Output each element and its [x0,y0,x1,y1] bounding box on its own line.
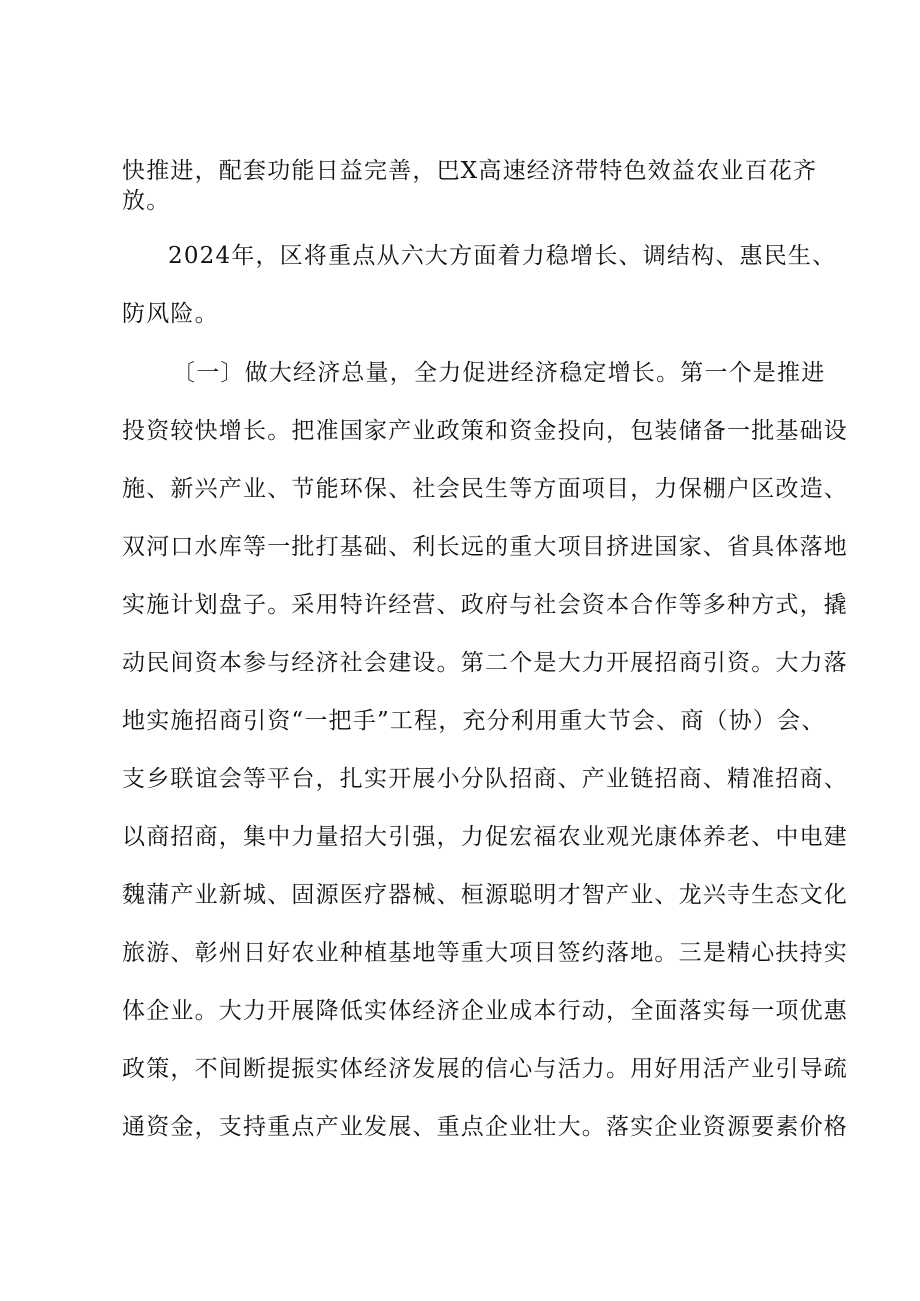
paragraph-3-line-9: 以商招商，集中力量招大引强，力促宏福农业观光康体养老、中电建 [122,824,848,850]
paragraph-3-line-2: 投资较快增长。把准国家产业政策和资金投向，包装储备一批基础设 [122,418,848,444]
paragraph-3-line-10: 魏蒲产业新城、固源医疗器械、桓源聪明才智产业、龙兴寺生态文化 [122,882,848,908]
paragraph-3-line-1: 〔一〕做大经济总量，全力促进经济稳定增长。第一个是推进 [172,360,826,386]
paragraph-1-line-2: 放。 [122,188,171,214]
paragraph-3-line-4: 双河口水库等一批打基础、利长远的重大项目挤进国家、省具体落地 [122,534,848,560]
paragraph-3-line-13: 政策，不间断提振实体经济发展的信心与活力。用好用活产业引导疏 [122,1056,848,1082]
paragraph-3-line-11: 旅游、彰州日好农业种植基地等重大项目签约落地。三是精心扶持实 [122,940,848,966]
paragraph-3-line-5: 实施计划盘子。采用特许经营、政府与社会资本合作等多种方式，撬 [122,592,848,618]
paragraph-3-line-8: 支乡联谊会等平台，扎实开展小分队招商、产业链招商、精准招商、 [122,766,848,792]
paragraph-2-line-2: 防风险。 [122,301,219,327]
paragraph-3-line-7: 地实施招商引资“一把手”工程，充分利用重大节会、商（协）会、 [122,708,826,734]
paragraph-3-line-3: 施、新兴产业、节能环保、社会民生等方面项目，力保棚户区改造、 [122,476,848,502]
paragraph-2-line-1: 2024年，区将重点从六大方面着力稳增长、调结构、惠民生、 [168,243,837,269]
paragraph-3-line-12: 体企业。大力开展降低实体经济企业成本行动，全面落实每一项优惠 [122,998,848,1024]
paragraph-1-line-1: 快推进，配套功能日益完善，巴X高速经济带特色效益农业百花齐 [122,158,818,184]
paragraph-3-line-14: 通资金，支持重点产业发展、重点企业壮大。落实企业资源要素价格 [122,1114,848,1140]
paragraph-3-line-6: 动民间资本参与经济社会建设。第二个是大力开展招商引资。大力落 [122,650,848,676]
